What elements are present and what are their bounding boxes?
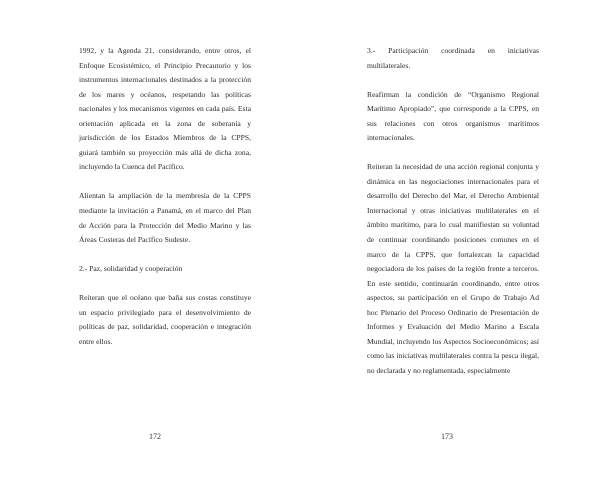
section-heading-participacion: 3.- Participación coordinada en iniciativas multilaterales. <box>367 46 539 70</box>
left-page-number: 172 <box>149 432 161 441</box>
right-page-number: 173 <box>441 432 453 441</box>
right-paragraph-2: Reiteran la necesidad de una acción regional conjunta y dinámica en las negociaciones internacionales para el desarrollo del Derecho del Mar, el Derecho Ambiental Internacional y otras iniciativas multilaterales en el ámbito marítimo, para lo cual manifiestan su voluntad de continuar coordinando posiciones comunes en el marco de la CPPS, que fortalezcan la capacidad negociadora de los países de la región frente a terceros. En este sentido, continuarán coordinando, entre otros aspectos, su participación en el Grupo de Trabajo Ad hoc Plenario del Proceso Ordinario de Presentación de Informes y Evaluación del Medio Marino a Escala Mundial, incluyendo los Aspectos Socioeconómicos; así como las iniciativas multilaterales contra la pesca ilegal, no declarada y no reglamentada, especialmente <box>367 162 539 375</box>
left-page <box>79 44 251 349</box>
right-paragraph-1: Reafirman la condición de “Organismo Regional Marítimo Apropiado”, que corresponde a la CPPS, en sus relaciones con otros organismos marítimos internacionales. <box>367 89 539 143</box>
left-paragraph-2: Alientan la ampliación de la membresía de la CPPS mediante la invitación a Panamá, en el marco del Plan de Acción para la Protección del Medio Marino y las Áreas Costeras del Pacífico Sudeste. <box>79 191 251 245</box>
right-page <box>367 44 539 378</box>
section-heading-paz: 2.- Paz, solidaridad y cooperación <box>79 264 183 274</box>
left-paragraph-1: 1992, y la Agenda 21, considerando, entre otros, el Enfoque Ecosistémico, el Principio Precautorio y los instrumentos internacionales destinados a la protección de los mares y océanos, respetando las políticas nacionales y los mecanismos vigentes en cada país. Esta orientación aplicada en la zona de soberanía y jurisdicción de los Estados Miembros de la CPPS, guiará también su proyección más allá de dicha zona, incluyendo la Cuenca del Pacífico. <box>79 46 251 172</box>
left-paragraph-3: Reiteran que el océano que baña sus costas constituye un espacio privilegiado para el desenvolvimiento de políticas de paz, solidaridad, cooperación e integración entre ellos. <box>79 293 251 346</box>
